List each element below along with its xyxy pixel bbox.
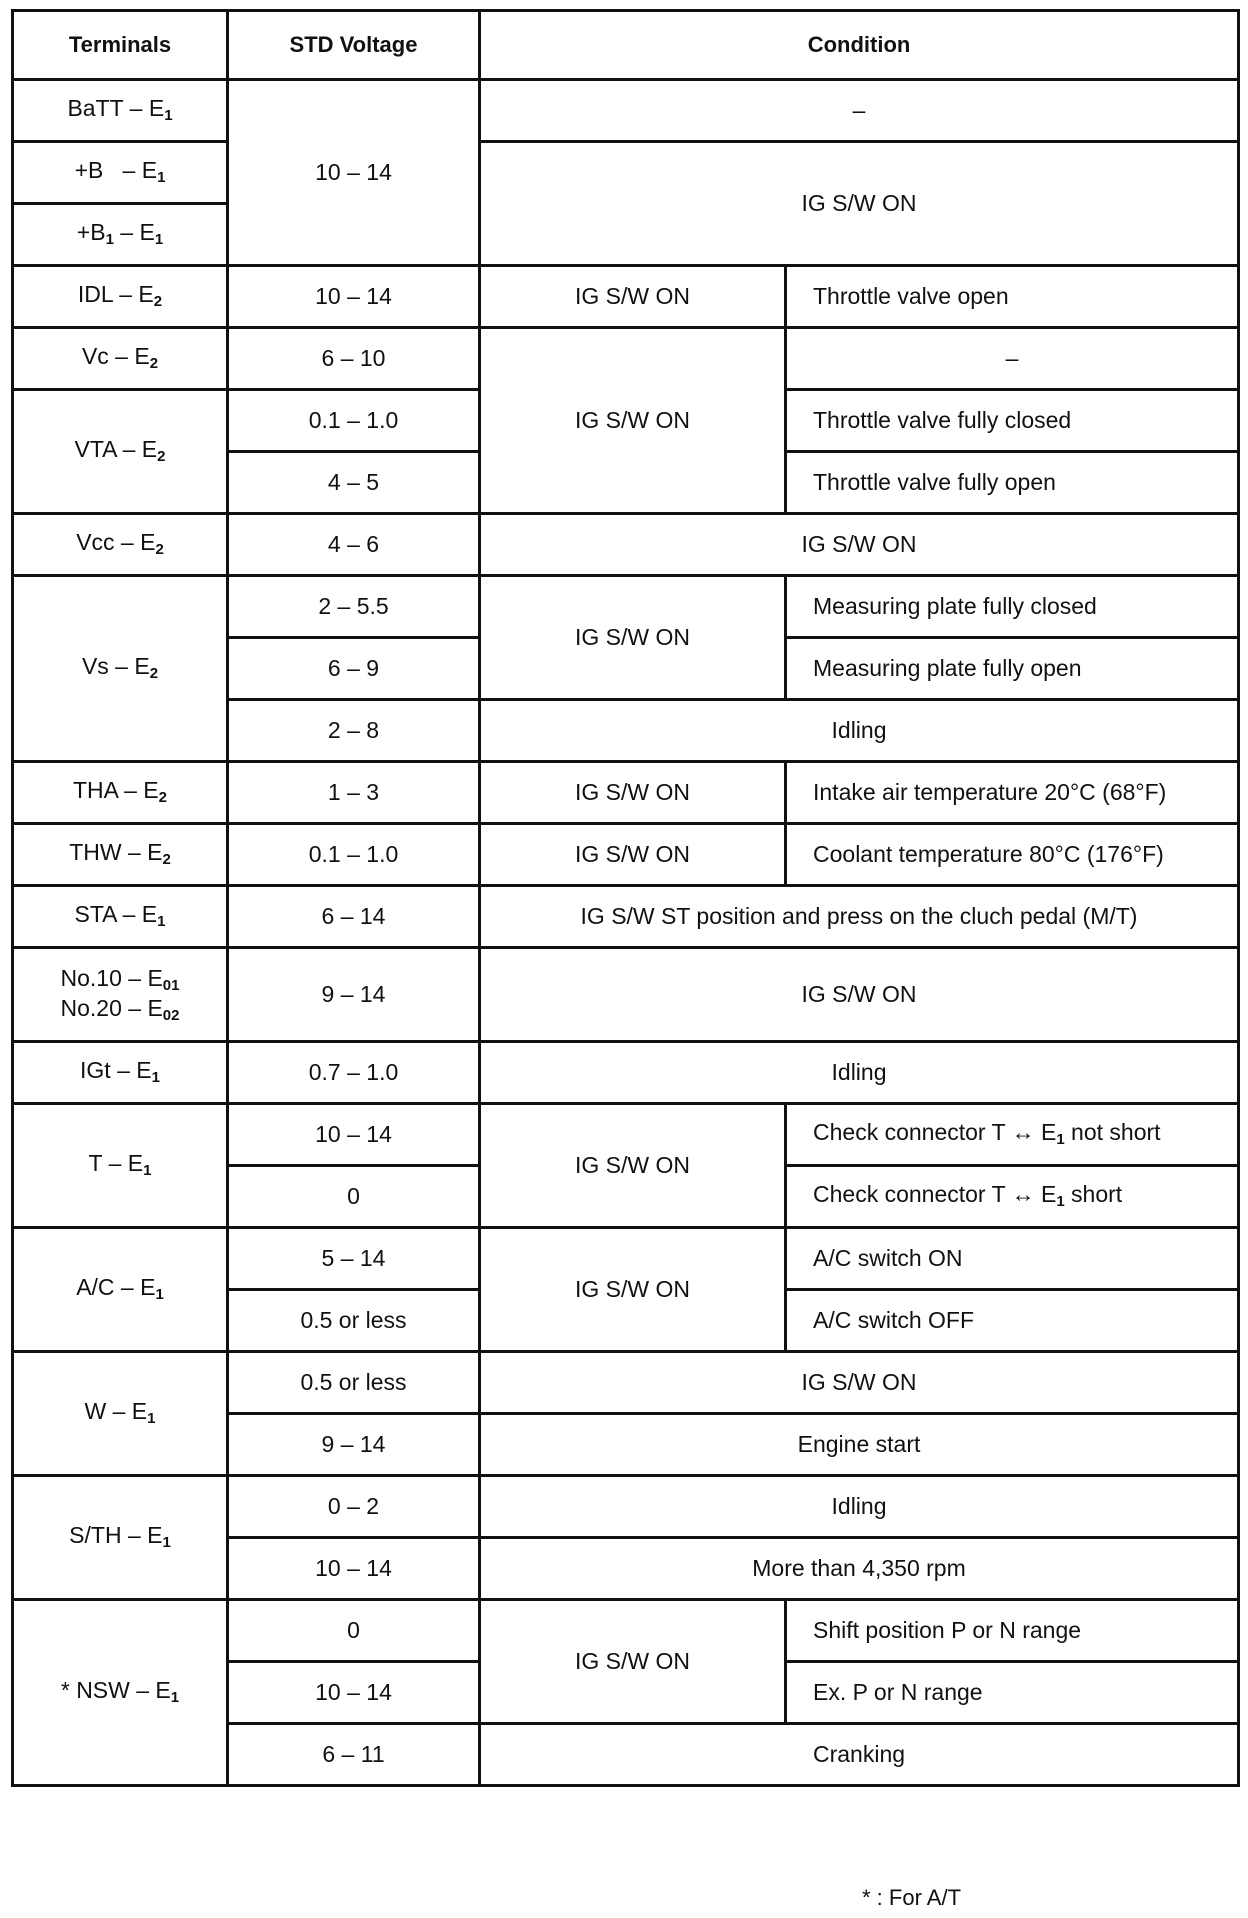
voltage-cell: 2 – 5.5	[228, 576, 480, 638]
voltage-cell: 0.1 – 1.0	[228, 390, 480, 452]
voltage-cell: 6 – 9	[228, 638, 480, 700]
terminal-subscript: 1	[1056, 1193, 1065, 1211]
terminal-label: W – E	[84, 1398, 148, 1425]
terminal-label: S/TH – E	[69, 1522, 163, 1549]
header-std-voltage: STD Voltage	[228, 11, 480, 80]
injector-terminals: $No.10 - E_{01}$ $No.20 - E_{02}$	[60, 965, 180, 1024]
condition-detail-cell: Measuring plate fully closed	[786, 576, 1239, 638]
condition-cell: More than 4,350 rpm	[480, 1538, 1239, 1600]
voltage-cell: 2 – 8	[228, 700, 480, 762]
terminal-label: Vcc – E	[76, 529, 156, 556]
terminal-subscript: 2	[162, 851, 171, 869]
terminal-label: THA – E	[73, 777, 159, 804]
terminal-subscript: 01	[162, 977, 180, 995]
condition-detail-cell: Throttle valve fully open	[786, 452, 1239, 514]
terminal-label: Vs – E	[81, 653, 150, 680]
condition-cell: IG S/W ST position and press on the cluch pedal (M/T)	[480, 886, 1239, 948]
terminal-label: VTA – E	[74, 436, 158, 463]
table-row	[13, 328, 1239, 390]
terminal-subscript: 1	[1056, 1131, 1065, 1149]
terminal-subscript: 2	[155, 541, 164, 559]
terminal-cell	[13, 266, 228, 328]
table-row	[13, 1228, 1239, 1290]
terminal-voltage-table	[11, 9, 1240, 1787]
condition-cell: IG S/W ON	[480, 1104, 786, 1228]
table-row	[13, 1104, 1239, 1166]
terminal-cell	[13, 514, 228, 576]
condition-cell: IG S/W ON	[480, 948, 1239, 1042]
terminal-label: – E	[113, 219, 155, 246]
condition-cell: Cranking	[480, 1724, 1239, 1786]
terminal-subscript: 1	[164, 107, 173, 125]
terminal-label: THW – E	[69, 839, 163, 866]
table-row	[13, 266, 1239, 328]
terminal-subscript: 1	[157, 913, 166, 931]
footnote: * : For A/T	[862, 1885, 962, 1910]
table-row	[13, 824, 1239, 886]
terminal-label: E	[147, 965, 163, 992]
table-row	[13, 1352, 1239, 1414]
terminal-cell	[13, 1352, 228, 1476]
terminal-subscript: 1	[147, 1410, 156, 1428]
condition-detail-cell: Coolant temperature 80°C (176°F)	[786, 824, 1239, 886]
terminal-subscript: 2	[158, 789, 167, 807]
voltage-cell: 6 – 14	[228, 886, 480, 948]
terminal-subscript: 2	[149, 665, 159, 683]
condition-detail-cell: Throttle valve fully closed	[786, 390, 1239, 452]
condition-text: Check connector T ↔ E	[813, 1119, 1057, 1146]
condition-cell: Idling	[480, 1042, 1239, 1104]
terminal-label: Vc – E	[81, 343, 150, 370]
terminal-label: A/C – E	[76, 1274, 156, 1301]
condition-text: short	[1064, 1181, 1123, 1208]
condition-detail-cell: Measuring plate fully open	[786, 638, 1239, 700]
condition-cell: –	[480, 80, 1239, 142]
terminal-label: +B – E	[74, 157, 158, 184]
voltage-cell: 9 – 14	[228, 948, 480, 1042]
header-row	[13, 11, 1239, 80]
terminal-cell	[13, 886, 228, 948]
terminal-cell	[13, 1600, 228, 1786]
table-row	[13, 948, 1239, 1042]
terminal-label: STA – E	[74, 901, 158, 928]
table-row	[13, 576, 1239, 638]
terminal-cell	[13, 142, 228, 204]
voltage-cell: 10 – 14	[228, 266, 480, 328]
terminal-cell	[13, 1228, 228, 1352]
terminal-cell	[13, 80, 228, 142]
table-row	[13, 1042, 1239, 1104]
condition-cell: IG S/W ON	[480, 1228, 786, 1352]
terminal-subscript: 2	[149, 355, 159, 373]
voltage-cell: 1 – 3	[228, 762, 480, 824]
voltage-cell: 0	[228, 1166, 480, 1228]
terminal-subscript: 02	[162, 1006, 180, 1024]
voltage-cell: 6 – 10	[228, 328, 480, 390]
voltage-cell: 0 – 2	[228, 1476, 480, 1538]
terminal-label: No.20	[60, 994, 122, 1021]
condition-cell: IG S/W ON	[480, 1352, 1239, 1414]
terminal-subscript: 2	[153, 293, 163, 311]
terminal-label: * NSW – E	[60, 1677, 171, 1704]
terminal-label: BaTT – E	[67, 95, 165, 122]
condition-detail-cell: Shift position P or N range	[786, 1600, 1239, 1662]
terminal-label: +B	[76, 219, 106, 246]
terminal-subscript: 1	[170, 1689, 180, 1707]
terminal-label: T – E	[88, 1150, 144, 1177]
condition-cell: IG S/W ON	[480, 514, 1239, 576]
voltage-cell: 6 – 11	[228, 1724, 480, 1786]
condition-cell: Idling	[480, 700, 1239, 762]
voltage-cell: 9 – 14	[228, 1414, 480, 1476]
terminal-cell	[13, 948, 228, 1042]
condition-cell: IG S/W ON	[480, 266, 786, 328]
table-row	[13, 886, 1239, 948]
condition-cell: Idling	[480, 1476, 1239, 1538]
voltage-cell: 10 – 14	[228, 1538, 480, 1600]
voltage-cell: 0.1 – 1.0	[228, 824, 480, 886]
terminal-subscript: 1	[151, 1069, 160, 1087]
condition-cell: IG S/W ON	[480, 142, 1239, 266]
terminal-cell	[13, 1476, 228, 1600]
terminal-cell	[13, 1042, 228, 1104]
condition-cell: IG S/W ON	[480, 762, 786, 824]
terminal-cell	[13, 1104, 228, 1228]
condition-text: not short	[1064, 1119, 1161, 1146]
voltage-cell: 10 – 14	[228, 1662, 480, 1724]
condition-cell: IG S/W ON	[480, 328, 786, 514]
voltage-cell: 5 – 14	[228, 1228, 480, 1290]
condition-cell: Engine start	[480, 1414, 1239, 1476]
terminal-subscript: 1	[155, 1286, 164, 1304]
terminal-subscript: 1	[157, 169, 166, 187]
terminal-cell	[13, 824, 228, 886]
condition-detail-cell	[786, 1104, 1239, 1166]
terminal-subscript: 1	[143, 1162, 152, 1180]
table-row	[13, 80, 1239, 142]
condition-detail-cell	[786, 1166, 1239, 1228]
table-row	[13, 1600, 1239, 1662]
terminal-subscript: 1	[105, 231, 114, 249]
voltage-cell: 0	[228, 1600, 480, 1662]
terminal-subscript: 2	[157, 448, 166, 466]
condition-detail-cell: A/C switch ON	[786, 1228, 1239, 1290]
voltage-cell: 0.5 or less	[228, 1290, 480, 1352]
voltage-cell: 10 – 14	[228, 80, 480, 266]
condition-cell: IG S/W ON	[480, 576, 786, 700]
condition-detail-cell: Intake air temperature 20°C (68°F)	[786, 762, 1239, 824]
condition-detail-cell: Ex. P or N range	[786, 1662, 1239, 1724]
terminal-voltage-table-sheet	[11, 9, 1237, 1787]
condition-detail-cell: A/C switch OFF	[786, 1290, 1239, 1352]
table-row	[13, 142, 1239, 204]
terminal-label: IGt – E	[80, 1057, 152, 1084]
terminal-subscript: 1	[162, 1534, 171, 1552]
terminal-label: IDL – E	[77, 281, 154, 308]
condition-text: Check connector T ↔ E	[813, 1181, 1057, 1208]
terminal-subscript: 1	[154, 231, 164, 249]
condition-detail-cell: Throttle valve open	[786, 266, 1239, 328]
voltage-cell: 4 – 6	[228, 514, 480, 576]
terminal-cell	[13, 390, 228, 514]
header-terminals: Terminals	[13, 11, 228, 80]
table-row	[13, 762, 1239, 824]
terminal-cell	[13, 762, 228, 824]
voltage-cell: 0.5 or less	[228, 1352, 480, 1414]
voltage-cell: 0.7 – 1.0	[228, 1042, 480, 1104]
terminal-cell	[13, 204, 228, 266]
condition-cell: IG S/W ON	[480, 1600, 786, 1724]
header-condition: Condition	[480, 11, 1239, 80]
terminal-label: No.10	[60, 965, 122, 992]
voltage-cell: 4 – 5	[228, 452, 480, 514]
table-row	[13, 1476, 1239, 1538]
condition-cell: IG S/W ON	[480, 824, 786, 886]
condition-detail-cell: –	[786, 328, 1239, 390]
terminal-cell	[13, 328, 228, 390]
table-row	[13, 514, 1239, 576]
voltage-cell: 10 – 14	[228, 1104, 480, 1166]
terminal-cell	[13, 576, 228, 762]
terminal-label: E	[147, 994, 163, 1021]
